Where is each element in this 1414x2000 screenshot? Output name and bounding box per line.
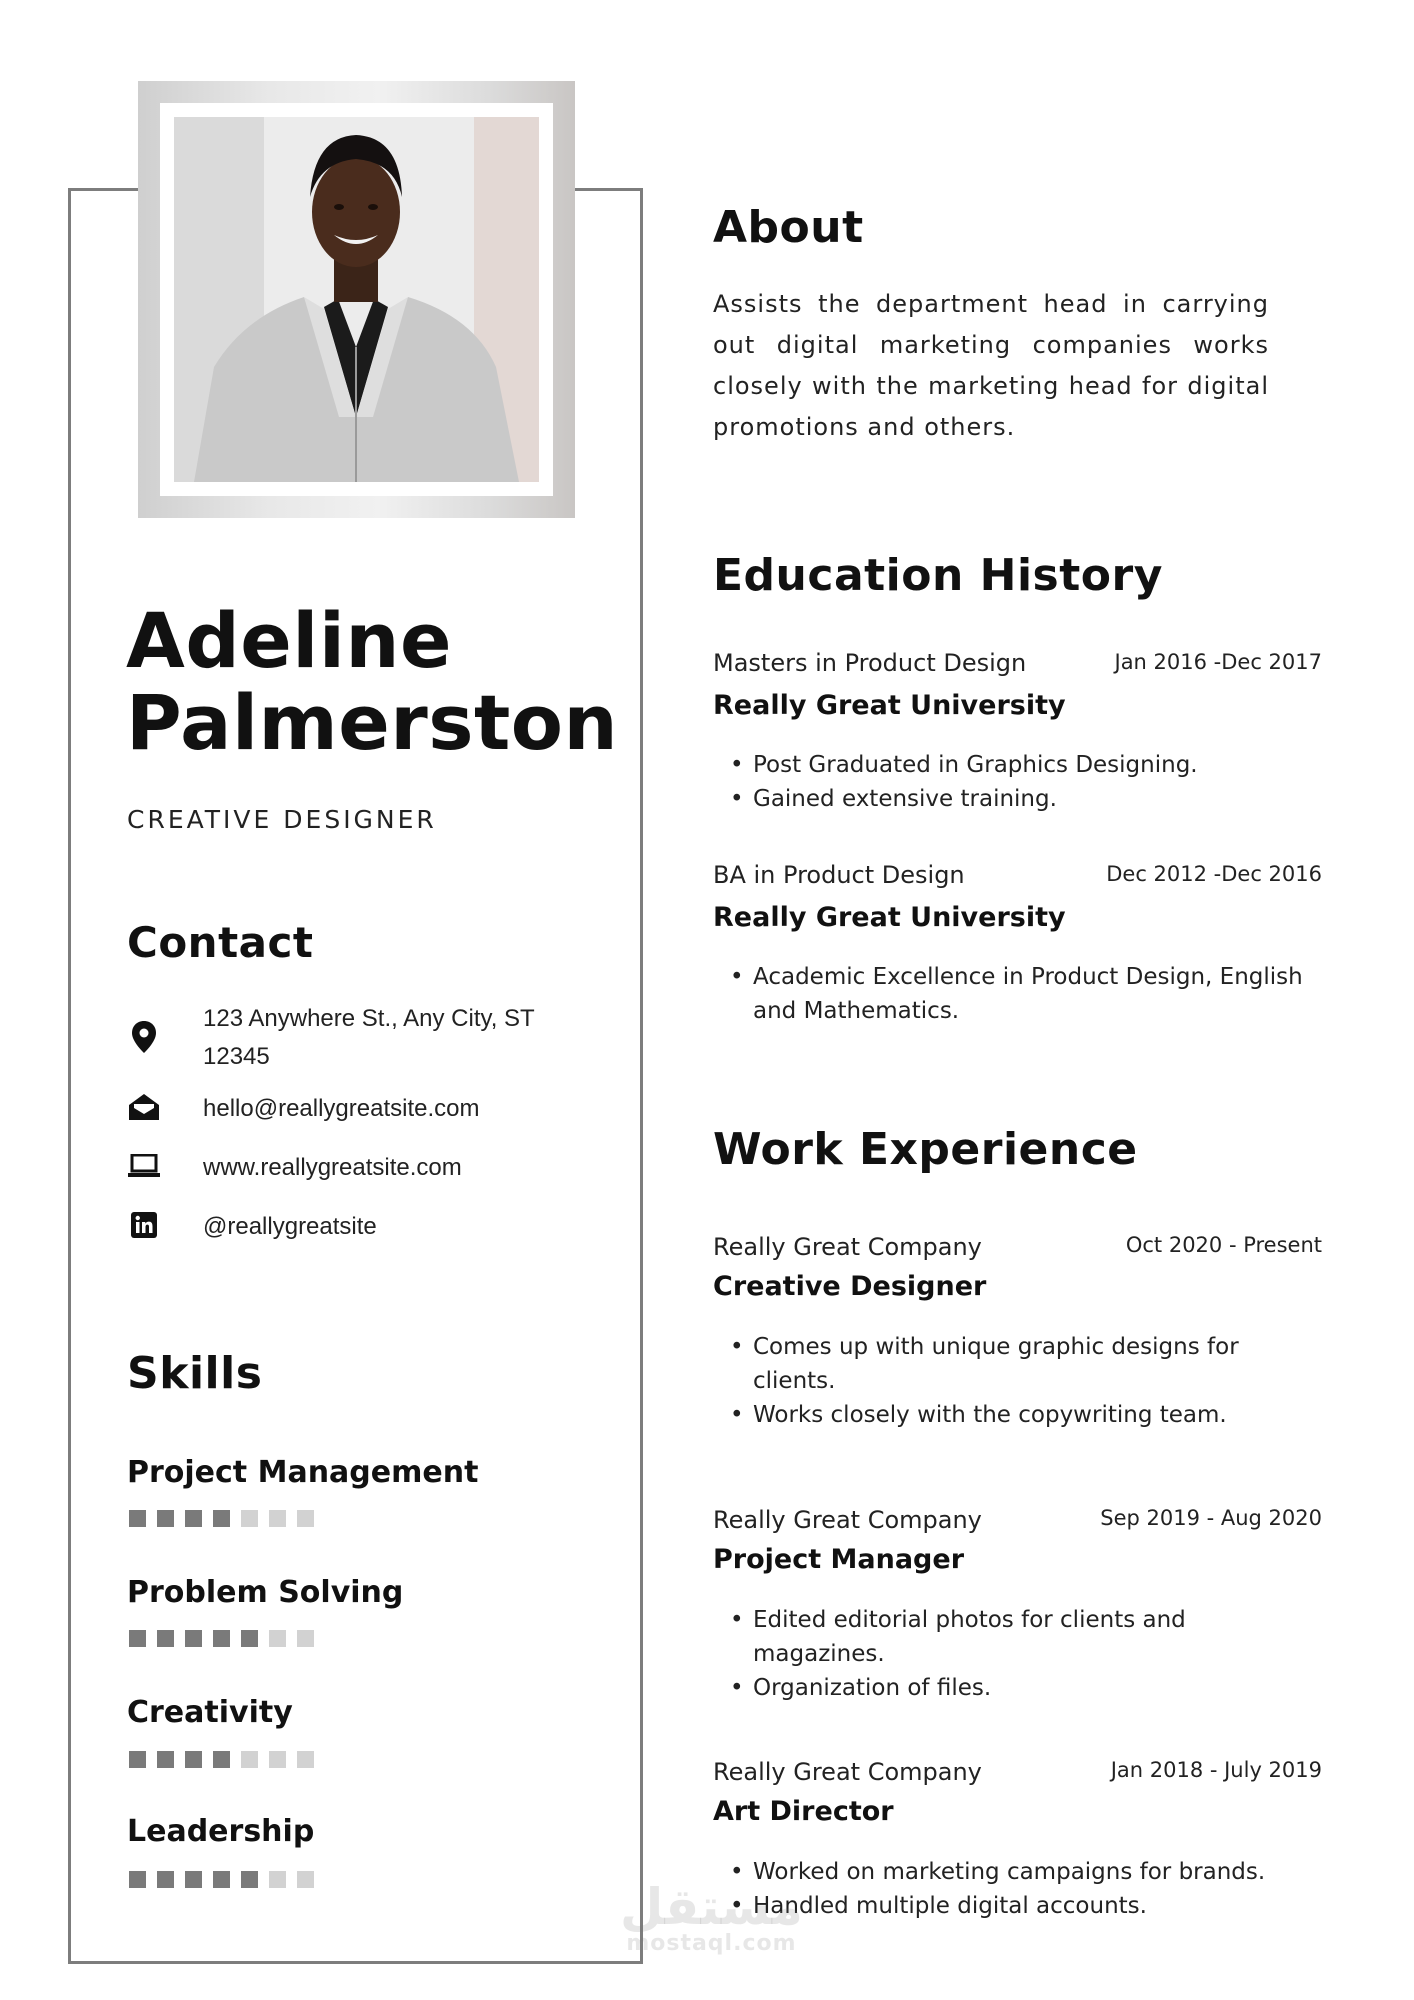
envelope-icon	[127, 1090, 161, 1124]
work-title: Project Manager	[713, 1544, 965, 1575]
skill-square-empty	[269, 1630, 286, 1647]
website-link[interactable]: www.reallygreatsite.com	[203, 1154, 462, 1181]
skill-square-empty	[297, 1630, 314, 1647]
watermark-arabic: مستقل	[620, 1878, 803, 1936]
education-date: Jan 2016 -Dec 2017	[1114, 650, 1322, 674]
education-bullets	[713, 960, 1313, 1028]
skill-square-filled	[185, 1871, 202, 1888]
skill-square-filled	[129, 1871, 146, 1888]
skill-square-empty	[297, 1751, 314, 1768]
linkedin-icon	[127, 1208, 161, 1242]
skill-square-filled	[157, 1510, 174, 1527]
skill-level-bar	[129, 1751, 325, 1768]
watermark-latin: mostaql.com	[626, 1931, 797, 1956]
work-company: Really Great Company	[713, 1233, 982, 1261]
skill-name: Leadership	[127, 1814, 315, 1849]
skill-level-bar	[129, 1871, 325, 1888]
skill-square-filled	[129, 1630, 146, 1647]
email-link[interactable]: hello@reallygreatsite.com	[203, 1095, 480, 1122]
location-pin-icon	[127, 1020, 161, 1054]
list-item: • Edited editorial photos for clients and magazines.	[713, 1603, 1273, 1671]
education-degree: Masters in Product Design	[713, 649, 1027, 677]
work-date: Sep 2019 - Aug 2020	[1100, 1506, 1322, 1530]
job-role: CREATIVE DESIGNER	[127, 805, 437, 834]
education-bullets	[713, 748, 1313, 816]
skill-name: Creativity	[127, 1695, 293, 1730]
person-name	[126, 596, 619, 767]
linkedin-handle[interactable]: @reallygreatsite	[203, 1213, 377, 1240]
skill-square-empty	[297, 1510, 314, 1527]
contact-email	[127, 1090, 597, 1128]
skill-square-filled	[213, 1871, 230, 1888]
skill-square-filled	[157, 1751, 174, 1768]
skill-square-empty	[297, 1871, 314, 1888]
skill-square-filled	[185, 1751, 202, 1768]
skill-square-filled	[129, 1751, 146, 1768]
skill-square-empty	[241, 1510, 258, 1527]
work-title: Art Director	[713, 1796, 894, 1827]
about-text: Assists the department head in carrying out digital marketing companies works closely with the marketing head for digital promotions and others.	[713, 290, 1269, 441]
skill-square-empty	[241, 1751, 258, 1768]
laptop-icon	[127, 1149, 161, 1183]
work-company: Really Great Company	[713, 1506, 982, 1534]
first-name: Adeline	[126, 596, 453, 685]
list-item: • Gained extensive training.	[713, 782, 1313, 816]
skill-square-filled	[213, 1510, 230, 1527]
contact-linkedin	[127, 1208, 597, 1246]
work-title: Creative Designer	[713, 1271, 987, 1302]
list-item: • Works closely with the copywriting team.	[713, 1398, 1273, 1432]
address-text: 123 Anywhere St., Any City, ST 12345	[203, 1005, 535, 1070]
list-item: • Handled multiple digital accounts.	[713, 1889, 1273, 1923]
skill-square-empty	[269, 1871, 286, 1888]
work-heading: Work Experience	[713, 1124, 1138, 1175]
skill-square-filled	[185, 1510, 202, 1527]
skills-heading: Skills	[127, 1348, 263, 1399]
skill-level-bar	[129, 1510, 325, 1527]
skill-name: Project Management	[127, 1455, 479, 1490]
list-item: • Organization of files.	[713, 1671, 1273, 1705]
watermark	[620, 1878, 803, 1956]
skill-square-empty	[269, 1510, 286, 1527]
work-bullets	[713, 1330, 1273, 1432]
last-name: Palmerston	[126, 678, 619, 767]
contact-website	[127, 1149, 597, 1187]
education-degree: BA in Product Design	[713, 861, 965, 889]
education-date: Dec 2012 -Dec 2016	[1106, 862, 1322, 886]
contact-address	[127, 1000, 597, 1076]
skill-square-filled	[129, 1510, 146, 1527]
skill-square-filled	[213, 1751, 230, 1768]
skill-square-filled	[185, 1630, 202, 1647]
list-item: • Post Graduated in Graphics Designing.	[713, 748, 1313, 782]
education-school: Really Great University	[713, 690, 1066, 721]
photo-frame-border	[160, 103, 553, 496]
skill-square-filled	[157, 1630, 174, 1647]
about-heading: About	[713, 202, 864, 253]
education-heading: Education History	[713, 550, 1163, 601]
work-date: Oct 2020 - Present	[1125, 1233, 1322, 1257]
skill-square-filled	[213, 1630, 230, 1647]
list-item: • Comes up with unique graphic designs for clients.	[713, 1330, 1273, 1398]
work-bullets	[713, 1603, 1273, 1705]
skill-square-filled	[241, 1871, 258, 1888]
education-school: Really Great University	[713, 902, 1066, 933]
skill-level-bar	[129, 1630, 325, 1647]
skill-square-filled	[241, 1630, 258, 1647]
contact-heading: Contact	[127, 918, 314, 967]
skill-square-empty	[269, 1751, 286, 1768]
work-company: Really Great Company	[713, 1758, 982, 1786]
list-item: • Academic Excellence in Product Design, English and Mathematics.	[713, 960, 1313, 1028]
skill-square-filled	[157, 1871, 174, 1888]
skill-name: Problem Solving	[127, 1575, 404, 1610]
work-date: Jan 2018 - July 2019	[1110, 1758, 1322, 1782]
list-item: • Worked on marketing campaigns for brands.	[713, 1855, 1273, 1889]
